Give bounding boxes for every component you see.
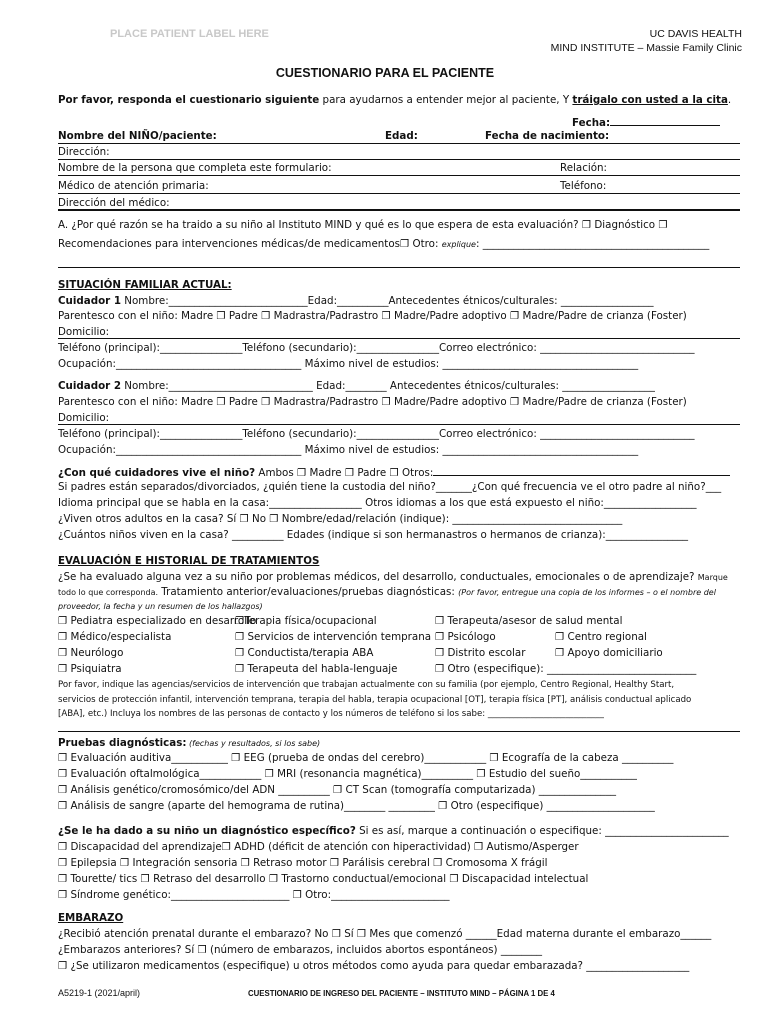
provider-option[interactable]: ❐ Apoyo domiciliario [555, 647, 663, 659]
agencias-line-2: servicios de protección infantil, intervención temprana, terapia del habla, terapia ocupacional [OT], terapia física [PT], análisis conductual aplicado [58, 695, 692, 705]
fecha-nacimiento-field[interactable]: Fecha de nacimiento: [485, 130, 610, 142]
provider-option[interactable]: ❐ Terapeuta/asesor de salud mental [435, 615, 623, 627]
pruebas-label: Pruebas diagnósticas: (fechas y resultados, si los sabe) [58, 737, 321, 749]
diagnostico-row-2[interactable]: ❐ Epilepsia ❐ Integración sensoria ❐ Retraso motor ❐ Parálisis cerebral ❐ Cromosoma X frágil [58, 857, 548, 869]
direccion-field[interactable]: Dirección: [58, 146, 110, 158]
pruebas-row-4[interactable]: ❐ Análisis de sangre (aparte del hemograma de rutina)________ _________ ❐ Otro (especifique) _____________________ [58, 800, 655, 812]
provider-option[interactable]: ❐ Centro regional [555, 631, 647, 643]
pruebas-row-2[interactable]: ❐ Evaluación oftalmológica____________ ❐ MRI (resonancia magnética)__________ ❐ Estudio del sueño___________ [58, 768, 637, 780]
cuidador1-ocupacion[interactable]: Ocupación:____________________________________ Máximo nivel de estudios: ______________________________________ [58, 358, 639, 370]
agencias-line-1: Por favor, indique las agencias/servicios de intervención que trabajan actualmente con su familia (por ejemplo, Centro Regional, Healthy Start, [58, 680, 675, 690]
evaluacion-heading: EVALUACIÓN E HISTORIAL DE TRATAMIENTOS [58, 555, 320, 567]
provider-option[interactable]: ❐ Médico/especialista [58, 631, 172, 643]
otros-adultos-line[interactable]: ¿Viven otros adultos en la casa? Sí ❐ No ❐ Nombre/edad/relación (indique): _________________________________ [58, 513, 623, 525]
pruebas-row-3[interactable]: ❐ Análisis genético/cromosómico/del ADN __________ ❐ CT Scan (tomografía computarizada) _______________ [58, 784, 616, 796]
embarazo-heading: EMBARAZO [58, 912, 124, 924]
telefono-field[interactable]: Teléfono: [560, 180, 607, 192]
page-title: CUESTIONARIO PARA EL PACIENTE [275, 66, 495, 80]
cuidador1-line[interactable]: Cuidador 1 Nombre:___________________________Edad:__________Antecedentes étnicos/culturales: __________________ [58, 295, 654, 307]
persona-field[interactable]: Nombre de la persona que completa este formulario: [58, 162, 332, 174]
cuidador2-domicilio[interactable]: Domicilio: [58, 412, 110, 424]
diagnostico-row-3[interactable]: ❐ Tourette/ tics ❐ Retraso del desarrollo ❐ Trastorno conductual/emocional ❐ Discapacidad intelectual [58, 873, 589, 885]
relacion-field[interactable]: Relación: [560, 162, 608, 174]
cuidador1-domicilio[interactable]: Domicilio: [58, 326, 110, 338]
provider-option[interactable]: ❐ Distrito escolar [435, 647, 526, 659]
provider-option[interactable]: ❐ Neurólogo [58, 647, 124, 659]
medico-field[interactable]: Médico de atención primaria: [58, 180, 209, 192]
vive-con-line[interactable]: ¿Con qué cuidadores vive el niño? Ambos ❐ Madre ❐ Padre ❐ Otros: [58, 465, 730, 480]
section-a-options[interactable]: Recomendaciones para intervenciones médicas/de medicamentos❐ Otro: explique: ____________________________________________ [58, 238, 710, 250]
embarazo-line-2[interactable]: ¿Embarazos anteriores? Sí ❐ (número de embarazos, incluidos abortos espontáneos) ________ [58, 944, 543, 956]
provider-option[interactable]: ❐ Otro (especifique): _____________________________ [435, 663, 697, 675]
diagnostico-row-4[interactable]: ❐ Síndrome genético:_______________________ ❐ Otro:_______________________ [58, 889, 450, 901]
embarazo-line-3[interactable]: ❐ ¿Se utilizaron medicamentos (especifique) u otros métodos como ayuda para quedar embarazada? ____________________ [58, 960, 690, 972]
provider-option[interactable]: ❐ Psicólogo [435, 631, 496, 643]
agencias-line-3[interactable]: [ABA], etc.) Incluya los nombres de las personas de contacto y los números de teléfono si los sabe: ___________________________ [58, 709, 604, 719]
clinic-name: MIND INSTITUTE – Massie Family Clinic [550, 42, 742, 54]
embarazo-line-1[interactable]: ¿Recibió atención prenatal durante el embarazo? No ❐ Sí ❐ Mes que comenzó ______Edad materna durante el embarazo______ [58, 928, 712, 940]
ninos-casa-line[interactable]: ¿Cuántos niños viven en la casa? __________ Edades (indique si son hermanastros o hermanos de crianza):________________ [58, 529, 689, 541]
evaluacion-q2: todo lo que corresponda. Tratamiento anterior/evaluaciones/pruebas diagnósticas: (Por favor, entregue una copia de los informes – o el nombre del [58, 586, 716, 598]
provider-option[interactable]: ❐ Terapeuta del habla-lenguaje [235, 663, 398, 675]
fecha-field[interactable]: Fecha: [572, 115, 720, 129]
familia-heading: SITUACIÓN FAMILIAR ACTUAL: [58, 279, 232, 291]
cuidador2-line[interactable]: Cuidador 2 Nombre:____________________________ Edad:________ Antecedentes étnicos/culturales: __________________ [58, 380, 655, 392]
form-code: A5219-1 (2021/april) [58, 988, 141, 998]
pruebas-row-1[interactable]: ❐ Evaluación auditiva___________ ❐ EEG (prueba de ondas del cerebro)____________ ❐ Ecografía de la cabeza __________ [58, 752, 674, 764]
cuidador2-ocupacion[interactable]: Ocupación:____________________________________ Máximo nivel de estudios: ______________________________________ [58, 444, 639, 456]
provider-option[interactable]: ❐ Psiquiatra [58, 663, 122, 675]
diagnostico-row-1[interactable]: ❐ Discapacidad del aprendizaje❐ ADHD (déficit de atención con hiperactividad) ❐ Autismo/Asperger [58, 841, 579, 853]
edad-field[interactable]: Edad: [385, 130, 418, 142]
idioma-line[interactable]: Idioma principal que se habla en la casa:__________________ Otros idiomas a los que está expuesto el niño:__________________ [58, 497, 697, 509]
patient-label-placeholder: PLACE PATIENT LABEL HERE [110, 28, 269, 40]
cuidador1-parentesco[interactable]: Parentesco con el niño: Madre ❐ Padre ❐ Madrastra/Padrastro ❐ Madre/Padre adoptivo ❐ Madre/Padre de crianza (Foster) [58, 310, 687, 322]
cuidador2-telefonos[interactable]: Teléfono (principal):________________Teléfono (secundario):________________Correo electrónico: ______________________________ [58, 428, 695, 440]
nombre-field[interactable]: Nombre del NIÑO/paciente: [58, 130, 217, 142]
direccion-medico-field[interactable]: Dirección del médico: [58, 197, 170, 209]
provider-option[interactable]: ❐Terapia física/ocupacional [235, 615, 377, 627]
footer-page-label: CUESTIONARIO DE INGRESO DEL PACIENTE – INSTITUTO MIND – PÁGINA 1 DE 4 [248, 988, 555, 998]
provider-option[interactable]: ❐ Pediatra especializado en desarrollo [58, 615, 257, 627]
evaluacion-q3: proveedor, la fecha y un resumen de los hallazgos) [58, 602, 263, 611]
cuidador1-telefonos[interactable]: Teléfono (principal):________________Teléfono (secundario):________________Correo electrónico: ______________________________ [58, 342, 695, 354]
section-a-question[interactable]: A. ¿Por qué razón se ha traido a su niño al Instituto MIND y qué es lo que espera de esta evaluación? ❐ Diagnóstico ❐ [58, 219, 668, 231]
custodia-line[interactable]: Si padres están separados/divorciados, ¿quién tiene la custodia del niño?_______¿Con qué frecuencia ve el otro padre al niño?___ [58, 481, 722, 493]
cuidador2-parentesco[interactable]: Parentesco con el niño: Madre ❐ Padre ❐ Madrastra/Padrastro ❐ Madre/Padre adoptivo ❐ Madre/Padre de crianza (Foster) [58, 396, 687, 408]
diagnostico-question[interactable]: ¿Se le ha dado a su niño un diagnóstico específico? Si es así, marque a continuación o especifique: ________________________ [58, 825, 729, 837]
intro-text: Por favor, responda el cuestionario siguiente para ayudarnos a entender mejor al paciente, Y tráigalo con usted a la cita. [58, 94, 732, 106]
provider-option[interactable]: ❐ Conductista/terapia ABA [235, 647, 374, 659]
provider-option[interactable]: ❐ Servicios de intervención temprana [235, 631, 432, 643]
evaluacion-q1: ¿Se ha evaluado alguna vez a su niño por problemas médicos, del desarrollo, conductuales, emocionales o de aprendizaje? Marque [58, 571, 728, 583]
org-name: UC DAVIS HEALTH [649, 28, 742, 40]
